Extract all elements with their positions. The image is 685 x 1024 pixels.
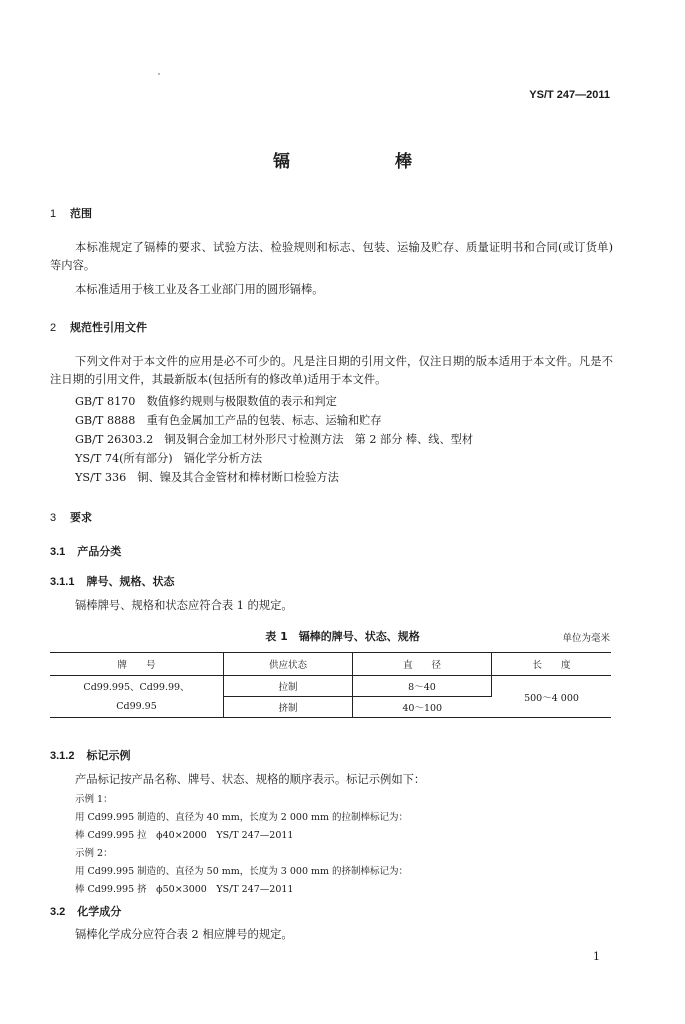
section-number: 2	[50, 322, 57, 334]
section-title: 产品分类	[77, 545, 122, 558]
column-header-diameter: 直 径	[353, 653, 492, 676]
section-title: 标记示例	[86, 749, 131, 762]
grade-line-1: Cd99.995、Cd99.99、	[83, 681, 190, 693]
section-number: 3.1.2	[50, 750, 75, 762]
section-3-heading	[50, 509, 92, 525]
grade-line-2: Cd99.95	[116, 700, 157, 712]
example-2-description: 用 Cd99.995 制造的、直径为 50 mm，长度为 3 000 mm 的挤制棒标记为：	[75, 866, 409, 877]
table-header-row	[50, 653, 611, 676]
section-title: 牌号、规格、状态	[86, 575, 175, 588]
column-header-length: 长 度	[492, 653, 612, 676]
example-1-mark: 棒 Cd99.995 拉 ϕ40×2000 YS/T 247—2011	[75, 830, 294, 841]
section-3-1-1-heading	[50, 573, 174, 589]
example-2-mark: 棒 Cd99.995 挤 ϕ50×3000 YS/T 247—2011	[75, 884, 294, 895]
section-3-2-paragraph: 镉棒化学成分应符合表 2 相应牌号的规定。	[75, 928, 293, 941]
section-1-heading	[50, 205, 92, 221]
standard-number: YS/T 247—2011	[529, 89, 610, 101]
diameter-cell: 8～40	[353, 676, 492, 697]
section-3-1-2-heading	[50, 747, 130, 763]
section-number: 3.1.1	[50, 576, 75, 588]
section-title: 要求	[70, 511, 92, 524]
column-header-grade: 牌 号	[50, 653, 224, 676]
diameter-cell: 40～100	[353, 697, 492, 718]
section-1-paragraph-2: 本标准适用于核工业及各工业部门用的圆形镉棒。	[75, 283, 324, 296]
section-number: 3	[50, 512, 57, 524]
section-number: 3.1	[50, 546, 66, 558]
normative-reference: YS/T 74(所有部分) 镉化学分析方法	[75, 452, 263, 465]
state-cell: 挤制	[224, 697, 353, 718]
section-3-1-2-paragraph: 产品标记按产品名称、牌号、状态、规格的顺序表示。标记示例如下：	[75, 773, 426, 786]
normative-reference: GB/T 8170 数值修约规则与极限数值的表示和判定	[75, 395, 337, 408]
section-3-2-heading	[50, 903, 121, 919]
grade-cell	[50, 676, 224, 718]
table-1	[50, 652, 611, 718]
scan-speck	[158, 73, 160, 75]
normative-reference: YS/T 336 铜、镍及其合金管材和棒材断口检验方法	[75, 471, 339, 484]
page-number: 1	[593, 950, 600, 963]
example-1-label: 示例 1：	[75, 794, 113, 805]
example-1-description: 用 Cd99.995 制造的、直径为 40 mm，长度为 2 000 mm 的拉制棒标记为：	[75, 812, 409, 823]
table-1-unit: 单位为毫米	[562, 633, 610, 644]
section-2-paragraph: 下列文件对于本文件的应用是必不可少的。凡是注日期的引用文件，仅注日期的版本适用于本文件。凡是不注日期的引用文件，其最新版本(包括所有的修改单)适用于本文件。	[50, 355, 613, 386]
table-1-caption: 表 1 镉棒的牌号、状态、规格	[265, 630, 420, 643]
table-row	[50, 676, 611, 697]
state-cell: 拉制	[224, 676, 353, 697]
section-2-heading	[50, 319, 147, 335]
section-title: 规范性引用文件	[70, 321, 147, 334]
document-title: 镉 棒	[273, 152, 456, 172]
section-number: 3.2	[50, 906, 66, 918]
section-3-1-heading	[50, 543, 121, 559]
section-number: 1	[50, 208, 57, 220]
section-title: 化学成分	[77, 905, 122, 918]
section-title: 范围	[70, 207, 92, 220]
example-2-label: 示例 2：	[75, 848, 113, 859]
column-header-state: 供应状态	[224, 653, 353, 676]
length-cell: 500～4 000	[492, 676, 612, 718]
normative-reference: GB/T 8888 重有色金属加工产品的包装、标志、运输和贮存	[75, 414, 382, 427]
normative-reference: GB/T 26303.2 铜及铜合金加工材外形尺寸检测方法 第 2 部分 棒、线、型材	[75, 433, 474, 446]
section-3-1-1-paragraph: 镉棒牌号、规格和状态应符合表 1 的规定。	[75, 599, 293, 612]
section-1-paragraph-1: 本标准规定了镉棒的要求、试验方法、检验规则和标志、包装、运输及贮存、质量证明书和合同(或订货单)等内容。	[50, 241, 613, 272]
